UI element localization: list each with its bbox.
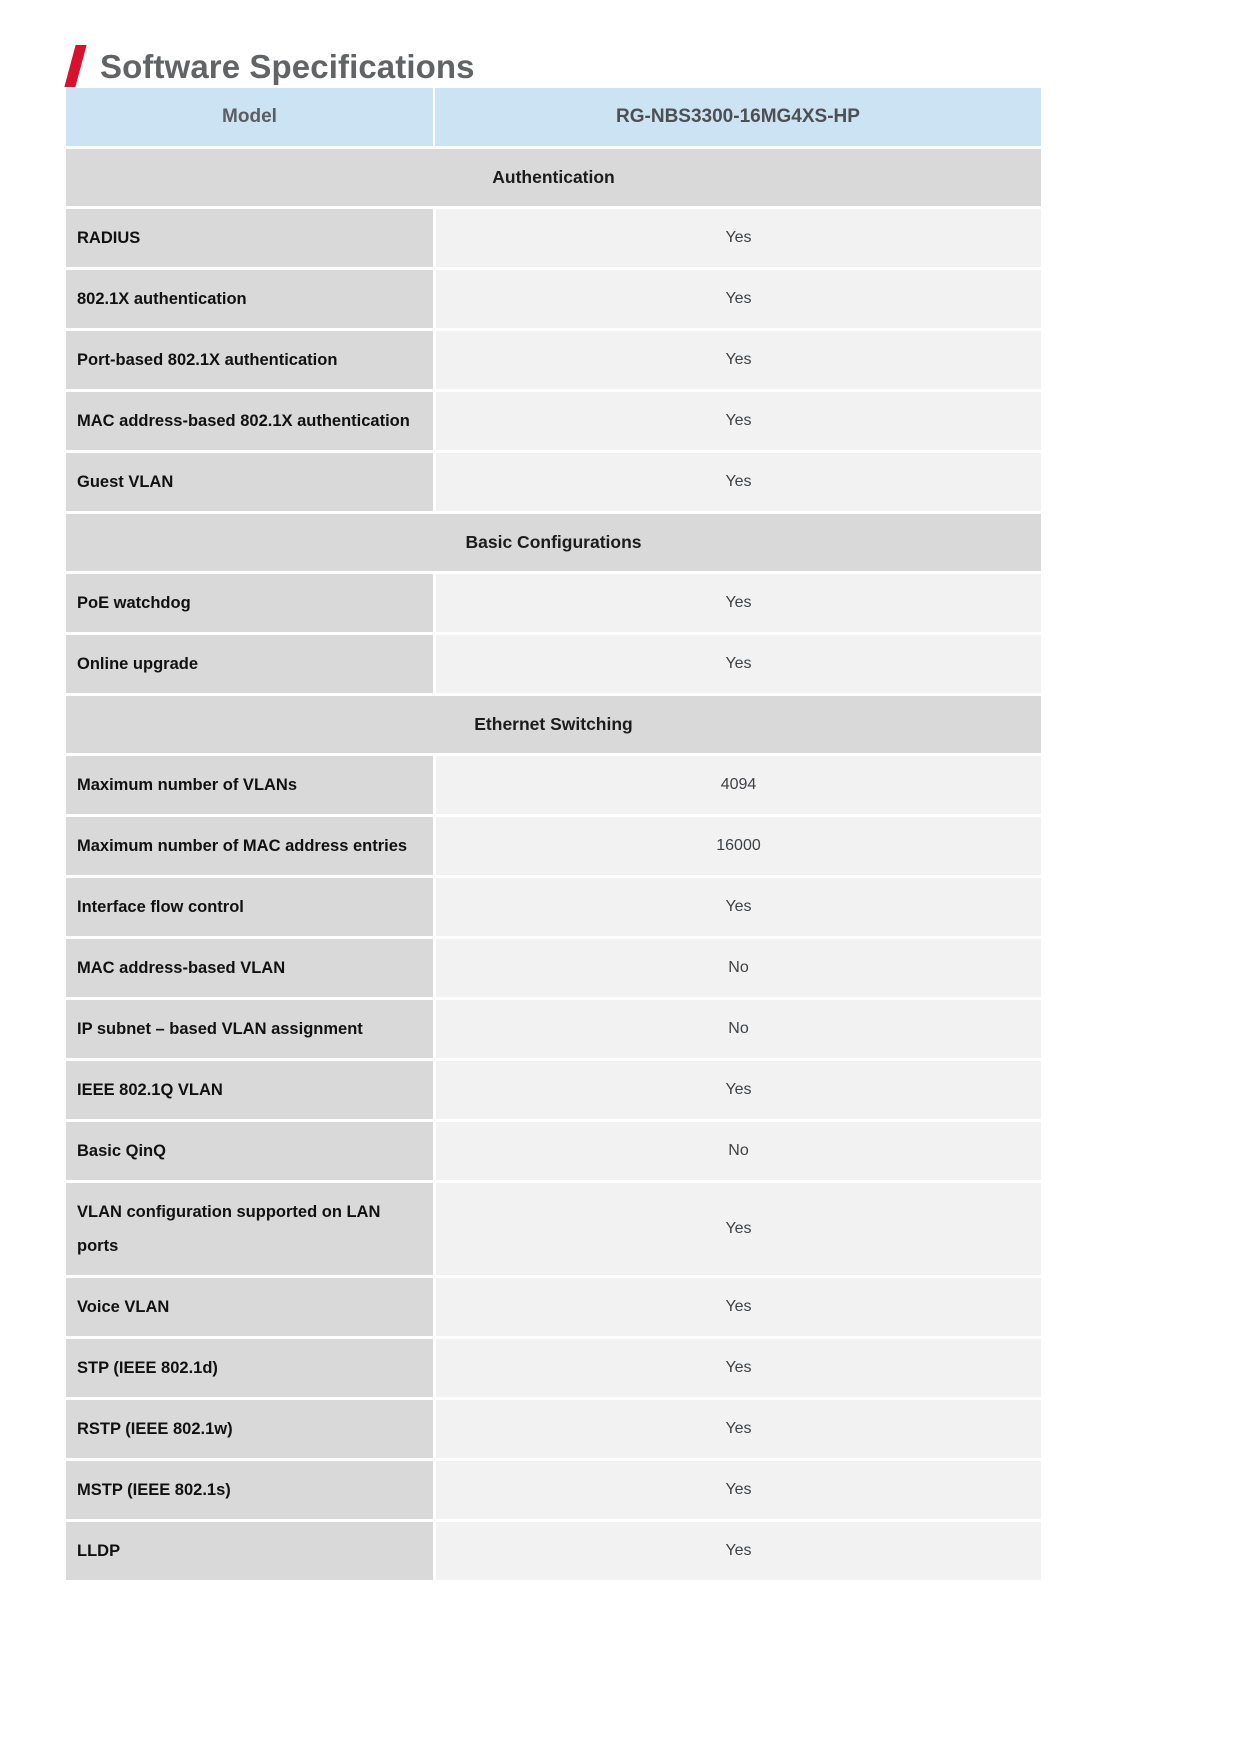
table-row (66, 875, 1041, 936)
table-row (66, 571, 1041, 632)
table-header-row (66, 88, 1041, 146)
section-header-label: Authentication (66, 146, 1041, 206)
table-row (66, 1397, 1041, 1458)
spec-feature-label: Maximum number of MAC address entries (66, 814, 433, 875)
spec-feature-value: Yes (433, 389, 1041, 450)
spec-feature-value: Yes (433, 1519, 1041, 1580)
spec-feature-label: LLDP (66, 1519, 433, 1580)
section-header-row (66, 146, 1041, 206)
section-header-row (66, 693, 1041, 753)
table-row (66, 450, 1041, 511)
table-row (66, 1458, 1041, 1519)
section-header-label: Ethernet Switching (66, 693, 1041, 753)
spec-feature-label: MSTP (IEEE 802.1s) (66, 1458, 433, 1519)
spec-feature-value: Yes (433, 632, 1041, 693)
spec-feature-label: MAC address-based VLAN (66, 936, 433, 997)
spec-feature-label: RADIUS (66, 206, 433, 267)
spec-feature-value: Yes (433, 450, 1041, 511)
spec-feature-label: 802.1X authentication (66, 267, 433, 328)
spec-feature-label: PoE watchdog (66, 571, 433, 632)
spec-feature-value: Yes (433, 1058, 1041, 1119)
table-row (66, 1058, 1041, 1119)
table-row (66, 1519, 1041, 1580)
spec-feature-value: Yes (433, 1180, 1041, 1275)
page-title-text: Software Specifications (100, 47, 475, 85)
table-row (66, 267, 1041, 328)
spec-feature-label: RSTP (IEEE 802.1w) (66, 1397, 433, 1458)
spec-feature-value: No (433, 1119, 1041, 1180)
spec-feature-value: No (433, 997, 1041, 1058)
spec-feature-label: Online upgrade (66, 632, 433, 693)
spec-feature-label: Port-based 802.1X authentication (66, 328, 433, 389)
spec-feature-label: MAC address-based 802.1X authentication (66, 389, 433, 450)
spec-feature-value: Yes (433, 328, 1041, 389)
red-slash-accent-icon (66, 45, 88, 87)
table-row (66, 997, 1041, 1058)
spec-feature-value: 4094 (433, 753, 1041, 814)
table-body (66, 88, 1041, 1580)
spec-feature-label: Maximum number of VLANs (66, 753, 433, 814)
table-row (66, 206, 1041, 267)
table-row (66, 1119, 1041, 1180)
spec-feature-value: Yes (433, 571, 1041, 632)
spec-feature-value: Yes (433, 1336, 1041, 1397)
table-row (66, 936, 1041, 997)
column-header-model: Model (66, 88, 433, 146)
spec-feature-label: STP (IEEE 802.1d) (66, 1336, 433, 1397)
column-header-model-value: RG-NBS3300-16MG4XS-HP (433, 88, 1041, 146)
table-row (66, 328, 1041, 389)
spec-feature-value: No (433, 936, 1041, 997)
spec-feature-value: Yes (433, 206, 1041, 267)
spec-feature-value: Yes (433, 1275, 1041, 1336)
spec-feature-label: Interface flow control (66, 875, 433, 936)
table-row (66, 1275, 1041, 1336)
table-row (66, 1180, 1041, 1275)
section-header-row (66, 511, 1041, 571)
spec-feature-value: Yes (433, 875, 1041, 936)
table-row (66, 1336, 1041, 1397)
software-specifications-table (66, 88, 1041, 1580)
spec-feature-value: Yes (433, 1458, 1041, 1519)
table-row (66, 814, 1041, 875)
table-row (66, 632, 1041, 693)
page-title (0, 0, 1240, 85)
spec-feature-label: IEEE 802.1Q VLAN (66, 1058, 433, 1119)
table-row (66, 753, 1041, 814)
spec-feature-label: Basic QinQ (66, 1119, 433, 1180)
table-row (66, 389, 1041, 450)
spec-feature-value: 16000 (433, 814, 1041, 875)
spec-feature-label: IP subnet – based VLAN assignment (66, 997, 433, 1058)
section-header-label: Basic Configurations (66, 511, 1041, 571)
spec-feature-value: Yes (433, 267, 1041, 328)
spec-feature-label: Voice VLAN (66, 1275, 433, 1336)
spec-feature-label: VLAN configuration supported on LAN ports (66, 1180, 433, 1275)
spec-feature-label: Guest VLAN (66, 450, 433, 511)
spec-feature-value: Yes (433, 1397, 1041, 1458)
